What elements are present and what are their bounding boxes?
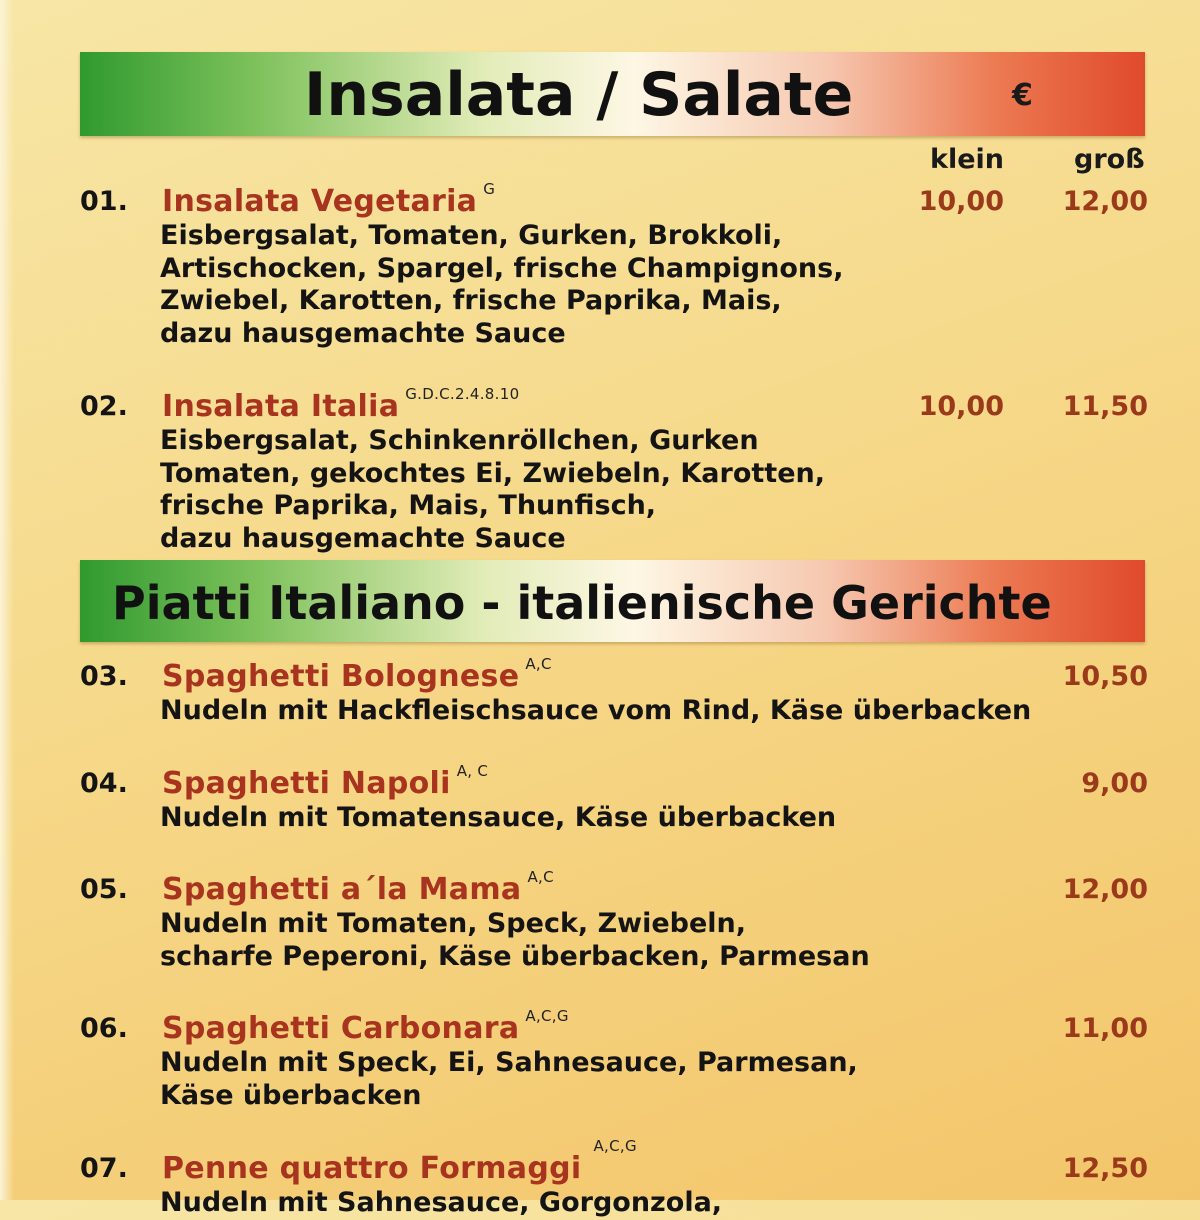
description-line: Zwiebel, Karotten, frische Paprika, Mais, [160, 285, 782, 316]
allergen-codes: A,C [527, 868, 554, 886]
price-small: 10,00 [918, 391, 1004, 422]
item-name-text: Spaghetti Carbonara [162, 1011, 520, 1046]
item-name [162, 655, 552, 694]
item-number: 02. [80, 391, 128, 422]
item-description [160, 802, 836, 835]
price-small: 10,00 [918, 186, 1004, 217]
item-description [160, 1187, 722, 1220]
description-line: Eisbergsalat, Tomaten, Gurken, Brokkoli, [160, 220, 783, 251]
description-line: frische Paprika, Mais, Thunfisch, [160, 490, 657, 521]
price: 12,50 [1062, 1153, 1148, 1184]
price: 12,00 [1062, 874, 1148, 905]
item-number: 04. [80, 768, 128, 799]
item-number: 07. [80, 1153, 128, 1184]
description-line: Artischocken, Spargel, frische Champignons, [160, 252, 844, 284]
section-banner-salads [80, 52, 1145, 136]
allergen-codes: G.D.C.2.4.8.10 [405, 385, 520, 403]
price: 9,00 [1081, 768, 1148, 799]
item-name [162, 868, 554, 907]
item-description [160, 908, 870, 973]
item-name-text: Penne quattro Formaggi [162, 1151, 582, 1186]
item-name-text: Spaghetti Bolognese [162, 659, 520, 694]
description-line: dazu hausgemachte Sauce [160, 317, 566, 349]
price: 10,50 [1062, 661, 1148, 692]
item-number: 06. [80, 1013, 128, 1044]
item-number: 03. [80, 661, 128, 692]
item-name [162, 1137, 637, 1186]
item-number: 01. [80, 186, 128, 217]
description-line: Nudeln mit Tomatensauce, Käse überbacken [160, 802, 837, 833]
description-line: Nudeln mit Speck, Ei, Sahnesauce, Parmesan, [160, 1047, 858, 1078]
item-name-text: Insalata Vegetaria [162, 184, 478, 219]
item-number: 05. [80, 874, 128, 905]
price: 11,00 [1062, 1013, 1148, 1044]
description-line: scharfe Peperoni, Käse überbacken, Parmesan [160, 940, 870, 972]
item-description [160, 695, 1031, 728]
section-banner-italian-dishes [80, 560, 1145, 642]
price-large: 12,00 [1062, 186, 1148, 217]
currency-symbol: € [1012, 78, 1033, 113]
column-header-large: groß [1074, 144, 1145, 175]
section-title: Insalata / Salate [304, 60, 854, 130]
item-name [162, 385, 520, 424]
description-line: dazu hausgemachte Sauce [160, 522, 566, 554]
page-edge [0, 0, 14, 1200]
description-line: Tomaten, gekochtes Ei, Zwiebeln, Karotten, [160, 457, 825, 489]
item-name-text: Spaghetti a´la Mama [162, 872, 522, 907]
description-line: Nudeln mit Hackfleischsauce vom Rind, Käse überbacken [160, 695, 1032, 726]
description-line: Nudeln mit Tomaten, Speck, Zwiebeln, [160, 908, 747, 939]
column-header-small: klein [930, 144, 1004, 175]
allergen-codes: G [483, 180, 496, 198]
item-name-text: Spaghetti Napoli [162, 766, 451, 801]
item-name [162, 762, 489, 801]
item-name-text: Insalata Italia [162, 389, 400, 424]
description-line: Nudeln mit Sahnesauce, Gorgonzola, [160, 1187, 723, 1218]
allergen-codes: A, C [456, 762, 489, 780]
item-name [162, 1007, 569, 1046]
description-line: Eisbergsalat, Schinkenröllchen, Gurken [160, 425, 759, 456]
description-line: Käse überbacken [160, 1079, 422, 1111]
item-name [162, 180, 496, 219]
section-title: Piatti Italiano - italienische Gerichte [112, 576, 1052, 630]
item-description [160, 425, 825, 555]
allergen-codes: A,C,G [593, 1137, 637, 1155]
item-description [160, 1047, 858, 1112]
allergen-codes: A,C,G [525, 1007, 569, 1025]
allergen-codes: A,C [525, 655, 552, 673]
price-large: 11,50 [1062, 391, 1148, 422]
item-description [160, 220, 843, 350]
